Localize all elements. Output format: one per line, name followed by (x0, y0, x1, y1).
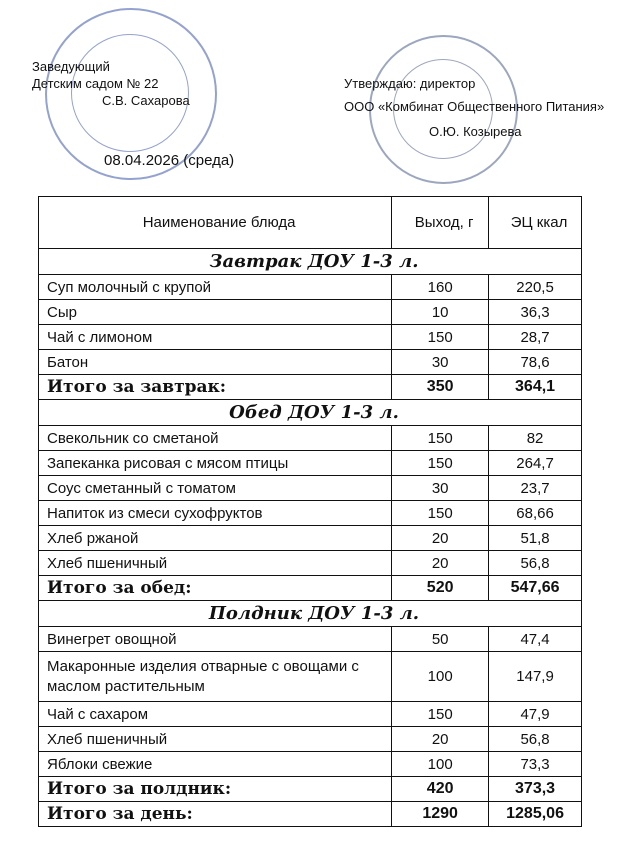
dish-yield: 30 (392, 476, 489, 501)
menu-date: 08.04.2026 (среда) (104, 152, 235, 169)
dish-name: Батон (39, 350, 392, 375)
dish-yield: 10 (392, 300, 489, 325)
dish-energy: 78,6 (489, 350, 582, 375)
table-row (39, 350, 582, 375)
table-row (39, 652, 582, 702)
table-row (39, 325, 582, 350)
dish-name: Хлеб пшеничный (39, 727, 392, 752)
dish-name: Соус сметанный с томатом (39, 476, 392, 501)
section-row (39, 249, 582, 275)
table-row (39, 275, 582, 300)
total-label: Итого за обед: (39, 576, 392, 601)
table-row (39, 451, 582, 476)
header-right-line3: О.Ю. Козырева (429, 124, 522, 139)
dish-yield: 20 (392, 727, 489, 752)
total-row (39, 576, 582, 601)
dish-yield: 20 (392, 526, 489, 551)
table-row (39, 551, 582, 576)
dish-energy: 82 (489, 426, 582, 451)
dish-yield: 100 (392, 752, 489, 777)
header-left-line3: С.В. Сахарова (102, 93, 190, 108)
menu-body (39, 249, 582, 827)
dish-energy: 36,3 (489, 300, 582, 325)
dish-yield: 50 (392, 627, 489, 652)
dish-yield: 150 (392, 702, 489, 727)
day-total-energy: 1285,06 (489, 802, 582, 827)
dish-yield: 30 (392, 350, 489, 375)
col-yield-header: Выход, г (392, 197, 489, 249)
dish-energy: 56,8 (489, 727, 582, 752)
dish-name: Хлеб пшеничный (39, 551, 392, 576)
header-left (32, 58, 190, 109)
section-row (39, 601, 582, 627)
header-left-line1: Заведующий (32, 59, 110, 74)
dish-name: Суп молочный с крупой (39, 275, 392, 300)
dish-energy: 220,5 (489, 275, 582, 300)
dish-energy: 73,3 (489, 752, 582, 777)
table-row (39, 702, 582, 727)
dish-energy: 68,66 (489, 501, 582, 526)
day-total-yield: 1290 (392, 802, 489, 827)
dish-name: Чай с сахаром (39, 702, 392, 727)
dish-name: Хлеб ржаной (39, 526, 392, 551)
dish-energy: 23,7 (489, 476, 582, 501)
table-row (39, 501, 582, 526)
section-title: Полдник ДОУ 1-3 л. (39, 601, 582, 627)
total-label: Итого за полдник: (39, 777, 392, 802)
dish-name: Макаронные изделия отварные с овощами с маслом растительным (39, 652, 392, 702)
header-right-line2: ООО «Комбинат Общественного Питания» (344, 99, 605, 114)
dish-name: Запеканка рисовая с мясом птицы (39, 451, 392, 476)
col-name-header: Наименование блюда (39, 197, 392, 249)
table-row (39, 476, 582, 501)
dish-yield: 150 (392, 501, 489, 526)
dish-name: Винегрет овощной (39, 627, 392, 652)
dish-name: Напиток из смеси сухофруктов (39, 501, 392, 526)
dish-yield: 160 (392, 275, 489, 300)
dish-name: Сыр (39, 300, 392, 325)
table-row (39, 426, 582, 451)
dish-energy: 147,9 (489, 652, 582, 702)
total-energy: 547,66 (489, 576, 582, 601)
dish-yield: 150 (392, 325, 489, 350)
header-left-line2: Детским садом № 22 (32, 76, 159, 91)
dish-energy: 264,7 (489, 451, 582, 476)
menu-table (38, 196, 582, 827)
table-row (39, 300, 582, 325)
table-row (39, 727, 582, 752)
total-energy: 373,3 (489, 777, 582, 802)
dish-name: Свекольник со сметаной (39, 426, 392, 451)
day-total-label: Итого за день: (39, 802, 392, 827)
total-row (39, 777, 582, 802)
total-yield: 420 (392, 777, 489, 802)
header-right (344, 75, 624, 140)
section-row (39, 400, 582, 426)
total-yield: 520 (392, 576, 489, 601)
day-total-row (39, 802, 582, 827)
dish-energy: 47,4 (489, 627, 582, 652)
dish-energy: 51,8 (489, 526, 582, 551)
col-energy-header: ЭЦ ккал (489, 197, 582, 249)
total-row (39, 375, 582, 400)
dish-yield: 20 (392, 551, 489, 576)
header-right-line1: Утверждаю: директор (344, 76, 476, 91)
dish-energy: 28,7 (489, 325, 582, 350)
table-row (39, 526, 582, 551)
total-energy: 364,1 (489, 375, 582, 400)
dish-name: Яблоки свежие (39, 752, 392, 777)
table-row (39, 752, 582, 777)
dish-energy: 47,9 (489, 702, 582, 727)
dish-yield: 150 (392, 451, 489, 476)
table-row (39, 627, 582, 652)
total-yield: 350 (392, 375, 489, 400)
section-title: Завтрак ДОУ 1-3 л. (39, 249, 582, 275)
dish-name: Чай с лимоном (39, 325, 392, 350)
section-title: Обед ДОУ 1-3 л. (39, 400, 582, 426)
dish-energy: 56,8 (489, 551, 582, 576)
dish-yield: 100 (392, 652, 489, 702)
total-label: Итого за завтрак: (39, 375, 392, 400)
dish-yield: 150 (392, 426, 489, 451)
